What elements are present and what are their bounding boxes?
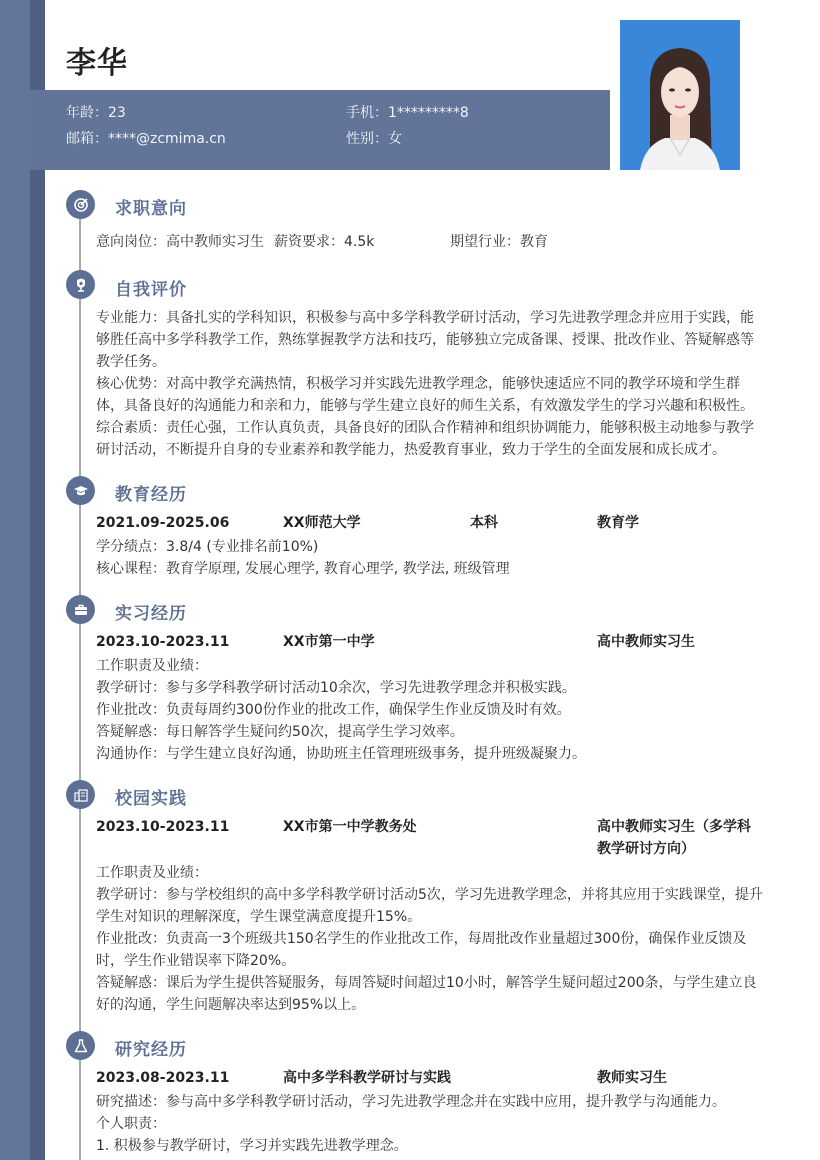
research-line: 个人职责： xyxy=(96,1116,166,1132)
section-title-education: 教育经历 xyxy=(115,485,187,505)
internship-org: XX市第一中学 xyxy=(283,634,375,650)
campus-period: 2023.10-2023.11 xyxy=(96,819,230,835)
info-bar xyxy=(30,90,610,170)
education-degree: 本科 xyxy=(470,515,498,531)
internship-line: 沟通协作：与学生建立良好沟通，协助班主任管理班级事务，提升班级凝聚力。 xyxy=(96,746,586,762)
section-title-research: 研究经历 xyxy=(115,1040,187,1060)
section-title-campus: 校园实践 xyxy=(115,789,187,809)
education-major: 教育学 xyxy=(597,515,639,531)
research-role: 教师实习生 xyxy=(597,1070,667,1086)
building-icon xyxy=(66,780,95,809)
campus-line: 答疑解惑：课后为学生提供答疑服务，每周答疑时间超过10小时，解答学生疑问超过200条，与学生建立良好的沟通，学生问题解决率达到95%以上。 xyxy=(96,975,757,1013)
intent-salary: 薪资要求：4.5k xyxy=(274,234,375,250)
campus-line: 教学研讨：参与学校组织的高中多学科教学研讨活动5次，学习先进教学理念，并将其应用于实践课堂，提升学生对知识的理解深度，学生课堂满意度提升15%。 xyxy=(96,887,763,925)
email: 邮箱：****@zcmima.cn xyxy=(66,131,226,147)
self-eval-paragraph: 核心优势：对高中教学充满热情，积极学习并实践先进教学理念，能够快速适应不同的教学环境和学生群体，具备良好的沟通能力和亲和力，能够与学生建立良好的师生关系，有效激发学生的学习兴趣和积极性。 xyxy=(96,376,754,414)
internship-line: 作业批改：负责每周约300份作业的批改工作，确保学生作业反馈及时有效。 xyxy=(96,702,571,718)
internship-role: 高中教师实习生 xyxy=(597,634,695,650)
education-courses: 核心课程：教育学原理, 发展心理学, 教育心理学, 教学法, 班级管理 xyxy=(96,561,510,577)
research-line: 研究描述：参与高中多学科教学研讨活动，学习先进教学理念并在实践中应用，提升教学与沟通能力。 xyxy=(96,1094,726,1110)
gender: 性别：女 xyxy=(346,131,402,147)
graduation-cap-icon xyxy=(66,476,95,505)
section-title-self-eval: 自我评价 xyxy=(115,280,187,300)
internship-line: 答疑解惑：每日解答学生疑问约50次，提高学生学习效率。 xyxy=(96,724,464,740)
age: 年龄：23 xyxy=(66,105,126,121)
campus-org: XX市第一中学教务处 xyxy=(283,819,417,835)
candidate-name: 李华 xyxy=(66,46,128,81)
campus-line: 作业批改：负责高一3个班级共150名学生的作业批改工作，每周批改作业量超过300份，确保作业反馈及时，学生作业错误率下降20%。 xyxy=(96,931,747,969)
intent-position: 意向岗位：高中教师实习生 xyxy=(96,234,264,250)
phone: 手机：1*********8 xyxy=(346,105,469,121)
education-gpa: 学分绩点：3.8/4 (专业排名前10%) xyxy=(96,539,319,555)
internship-line: 工作职责及业绩： xyxy=(96,658,208,674)
internship-line: 教学研讨：参与多学科教学研讨活动10余次，学习先进教学理念并积极实践。 xyxy=(96,680,576,696)
campus-line: 工作职责及业绩： xyxy=(96,865,208,881)
section-title-intent: 求职意向 xyxy=(115,199,187,219)
research-period: 2023.08-2023.11 xyxy=(96,1070,230,1086)
education-school: XX师范大学 xyxy=(283,515,361,531)
target-icon xyxy=(66,190,95,219)
flask-icon xyxy=(66,1031,95,1060)
internship-period: 2023.10-2023.11 xyxy=(96,634,230,650)
self-eval-paragraph: 专业能力：具备扎实的学科知识，积极参与高中多学科教学研讨活动，学习先进教学理念并应用于实践，能够胜任高中多学科教学工作，熟练掌握教学方法和技巧，能够独立完成备课、授课、批改作业、答疑解惑等教学任务。 xyxy=(96,310,754,370)
award-icon xyxy=(66,270,95,299)
research-line: 1. 积极参与教学研讨，学习并实践先进教学理念。 xyxy=(96,1138,408,1154)
left-decor-strip-dark xyxy=(30,0,45,1160)
self-eval-paragraph: 综合素质：责任心强，工作认真负责，具备良好的团队合作精神和组织协调能力，能够积极主动地参与教学研讨活动，不断提升自身的专业素养和教学能力，热爱教育事业，致力于学生的全面发展和成长成才。 xyxy=(96,420,754,458)
education-period: 2021.09-2025.06 xyxy=(96,515,230,531)
research-project: 高中多学科教学研讨与实践 xyxy=(283,1070,451,1086)
intent-industry: 期望行业：教育 xyxy=(450,234,548,250)
portrait-photo xyxy=(620,20,740,170)
timeline-line xyxy=(79,204,81,1160)
section-title-internship: 实习经历 xyxy=(115,604,187,624)
left-decor-strip xyxy=(0,0,30,1160)
briefcase-icon xyxy=(66,595,95,624)
campus-role: 高中教师实习生（多学科教学研讨方向） xyxy=(597,819,751,857)
